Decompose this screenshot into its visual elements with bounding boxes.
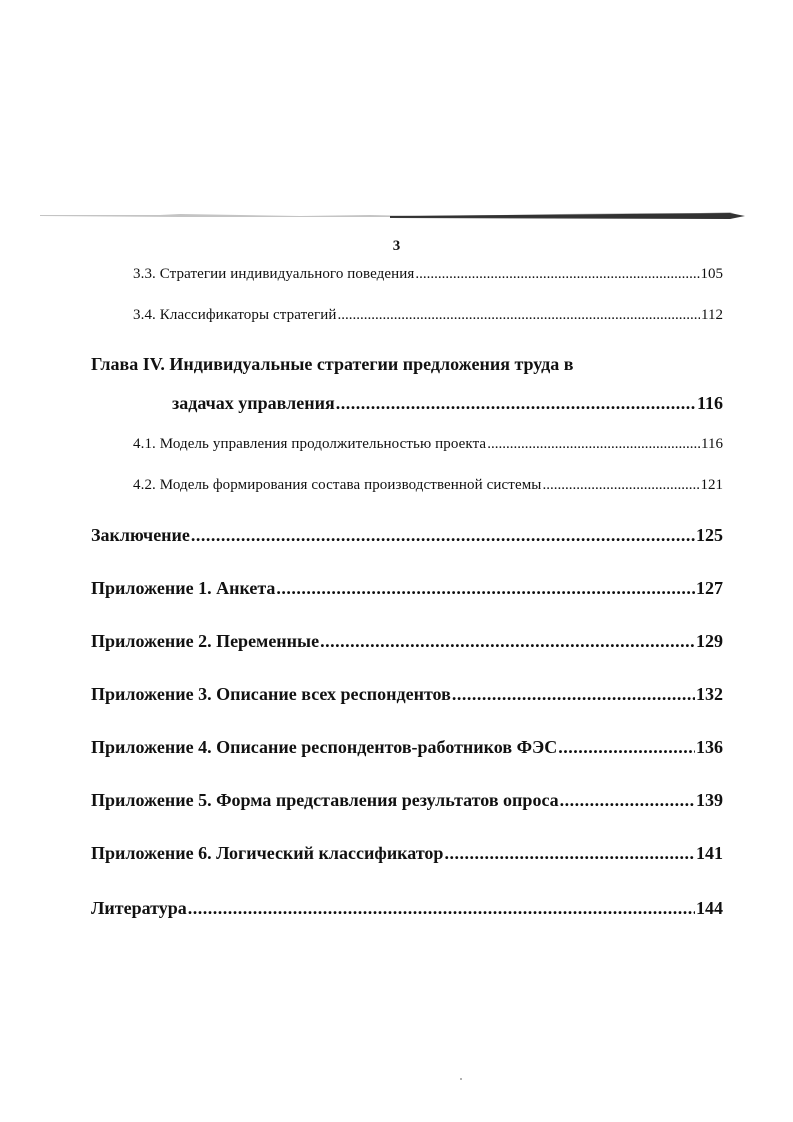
toc-entry-title: Приложение 5. Форма представления результатов опроса [91,790,559,810]
toc-entry-title: задачах управления [172,393,335,413]
dot-leader [336,393,696,414]
toc-entry-title: Приложение 2. Переменные [91,631,320,651]
toc-entry-appendix-6[interactable] [91,843,723,864]
dot-leader [415,266,699,283]
toc-entry-title: 4.1. Модель управления продолжительностью проекта [133,436,487,452]
toc-entry-page: 139 [696,790,723,810]
toc-entry-appendix-1[interactable] [91,578,723,599]
toc-entry-page: 129 [696,631,723,651]
dot-leader [487,436,700,453]
toc-entry-title: 4.2. Модель формирования состава производственной системы [133,477,542,493]
toc-entry-title: Приложение 4. Описание респондентов-работников ФЭС [91,737,558,757]
toc-entry-title: Приложение 3. Описание всех респондентов [91,684,451,704]
dot-leader [338,307,701,324]
toc-entry-title: Литература [91,898,187,918]
dot-leader [452,684,695,705]
toc-entry-title: Заключение [91,525,190,545]
toc-entry-page: 141 [696,843,723,863]
toc-entry-page: 112 [701,307,723,323]
toc-entry-4-1[interactable] [133,436,723,453]
toc-entry-page: 125 [696,525,723,545]
dot-leader [542,477,699,494]
toc-chapter-4-title[interactable]: Глава IV. Индивидуальные стратегии предложения труда в [91,354,574,374]
toc-entry-page: 132 [696,684,723,704]
toc-entry-page: 121 [700,477,723,493]
toc-entry-page: 116 [701,436,723,452]
toc-entry-page: 105 [700,266,723,282]
toc-entry-page: 144 [696,898,723,918]
page-number: 3 [392,238,401,254]
toc-chapter-4[interactable] [172,393,723,414]
toc-entry-title: 3.4. Классификаторы стратегий [133,307,337,323]
dot-leader [560,790,695,811]
toc-entry-title: 3.3. Стратегии индивидуального поведения [133,266,415,282]
dot-leader [558,737,695,758]
dot-leader [276,578,695,599]
toc-entry-3-3[interactable] [133,266,723,283]
dot-leader [191,525,695,546]
scan-artifact-line [40,210,760,222]
dot-leader [444,843,695,864]
dot-leader [188,898,695,919]
toc-entry-appendix-5[interactable] [91,790,723,811]
toc-entry-4-2[interactable] [133,477,723,494]
toc-entry-3-4[interactable] [133,307,723,324]
toc-entry-appendix-4[interactable] [91,737,723,758]
toc-entry-page: 116 [696,393,723,413]
toc-entry-title: Приложение 6. Логический классификатор [91,843,444,863]
toc-entry-appendix-3[interactable] [91,684,723,705]
toc-entry-conclusion[interactable] [91,525,723,546]
scan-speck [460,1078,462,1080]
toc-entry-title: Приложение 1. Анкета [91,578,276,598]
toc-entry-page: 127 [696,578,723,598]
dot-leader [320,631,695,652]
toc-entry-page: 136 [696,737,723,757]
toc-entry-literature[interactable] [91,898,723,919]
toc-entry-appendix-2[interactable] [91,631,723,652]
